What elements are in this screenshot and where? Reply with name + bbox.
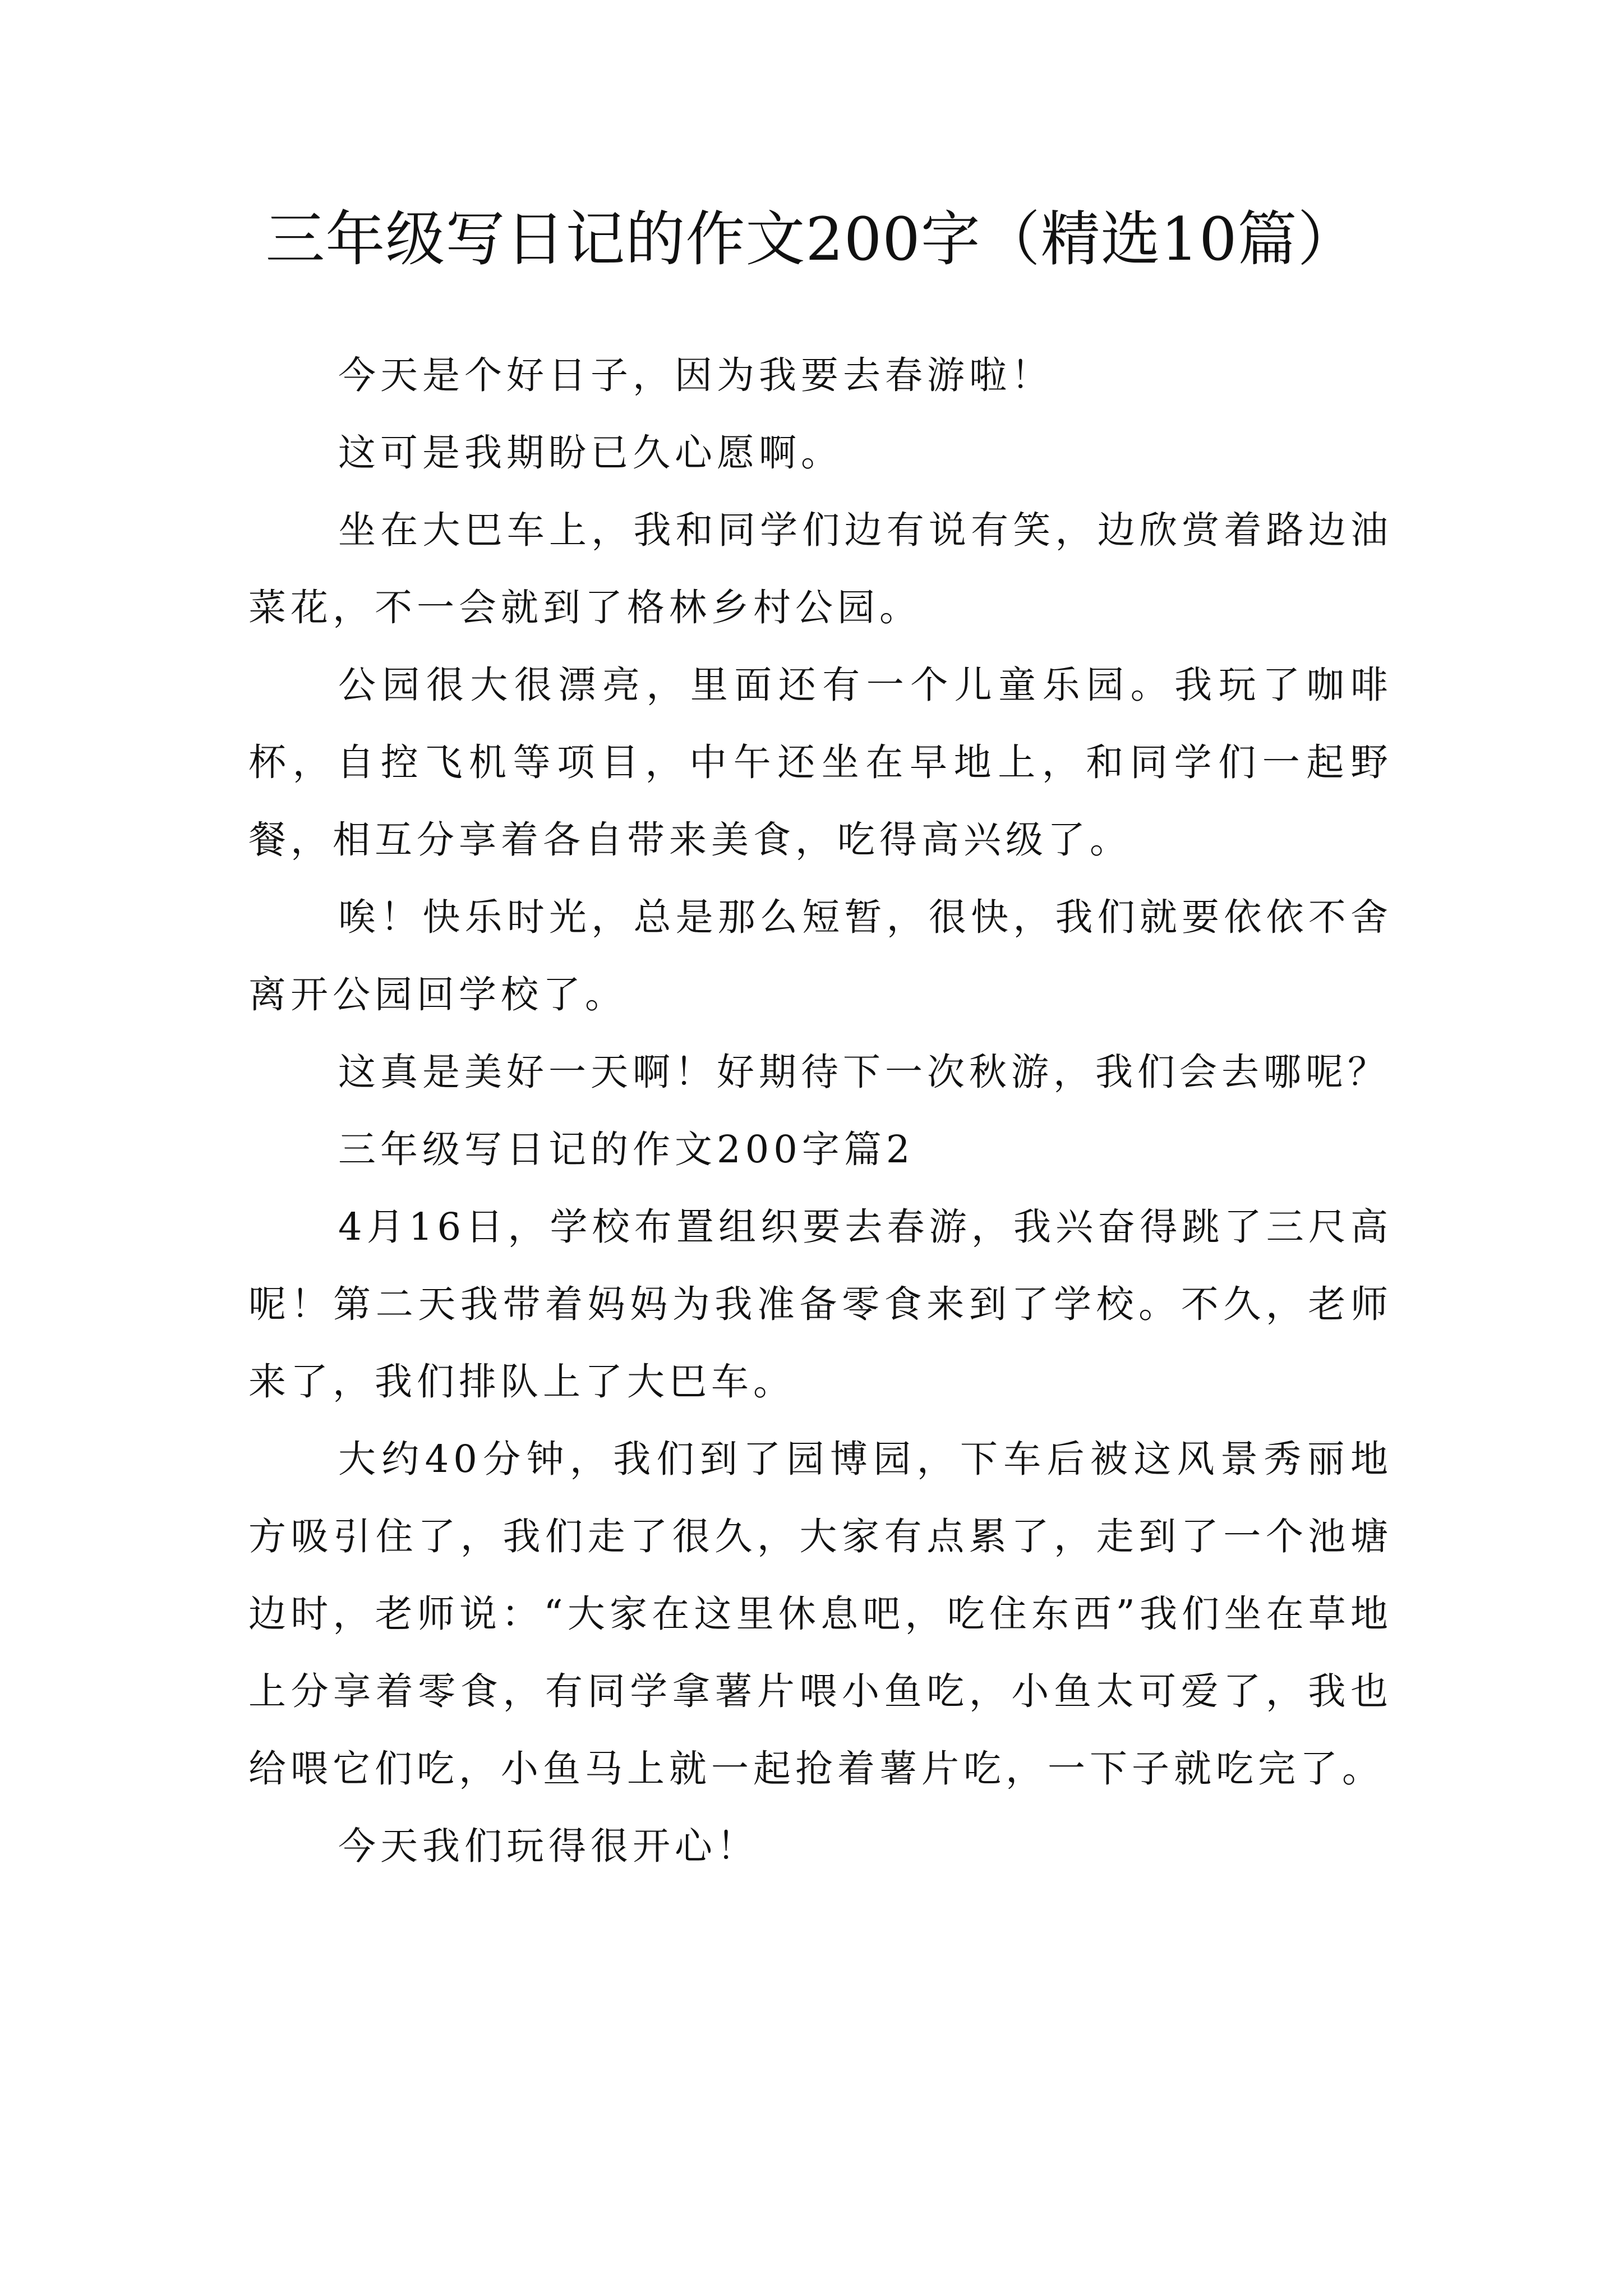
paragraph: 大约40分钟，我们到了园博园，下车后被这风景秀丽地方吸引住了，我们走了很久，大家有点累了，走到了一个池塘边时，老师说：“大家在这里休息吧，吃住东西”我们坐在草地上分享着零食，有同学拿薯片喂小鱼吃，小鱼太可爱了，我也给喂它们吃，小鱼马上就一起抢着薯片吃，一下子就吃完了。 bbox=[248, 1437, 1393, 1791]
paragraph: 今天我们玩得很开心！ bbox=[338, 1824, 759, 1868]
paragraph: 公园很大很漂亮，里面还有一个儿童乐园。我玩了咖啡杯，自控飞机等项目，中午还坐在早地上，和同学们一起野餐，相互分享着各自带来美食，吃得高兴级了。 bbox=[248, 663, 1393, 862]
section-heading: 三年级写日记的作文200字篇2 bbox=[338, 1128, 915, 1171]
paragraph: 坐在大巴车上，我和同学们边有说有笑，边欣赏着路边油菜花，不一会就到了格林乡村公园。 bbox=[248, 508, 1393, 629]
paragraph: 唉！快乐时光，总是那么短暂，很快，我们就要依依不舍离开公园回学校了。 bbox=[248, 895, 1393, 1016]
document-title: 三年级写日记的作文200字（精选10篇） bbox=[265, 205, 1358, 274]
document-body bbox=[248, 337, 1393, 1885]
paragraph: 这可是我期盼已久心愿啊。 bbox=[338, 431, 843, 475]
paragraph: 今天是个好日子，因为我要去春游啦！ bbox=[338, 353, 1053, 397]
paragraph: 4月16日，学校布置组织要去春游，我兴奋得跳了三尺高呢！第二天我带着妈妈为我准备零食来到了学校。不久，老师来了，我们排队上了大巴车。 bbox=[248, 1205, 1393, 1404]
paragraph: 这真是美好一天啊！好期待下一次秋游，我们会去哪呢？ bbox=[338, 1050, 1390, 1094]
